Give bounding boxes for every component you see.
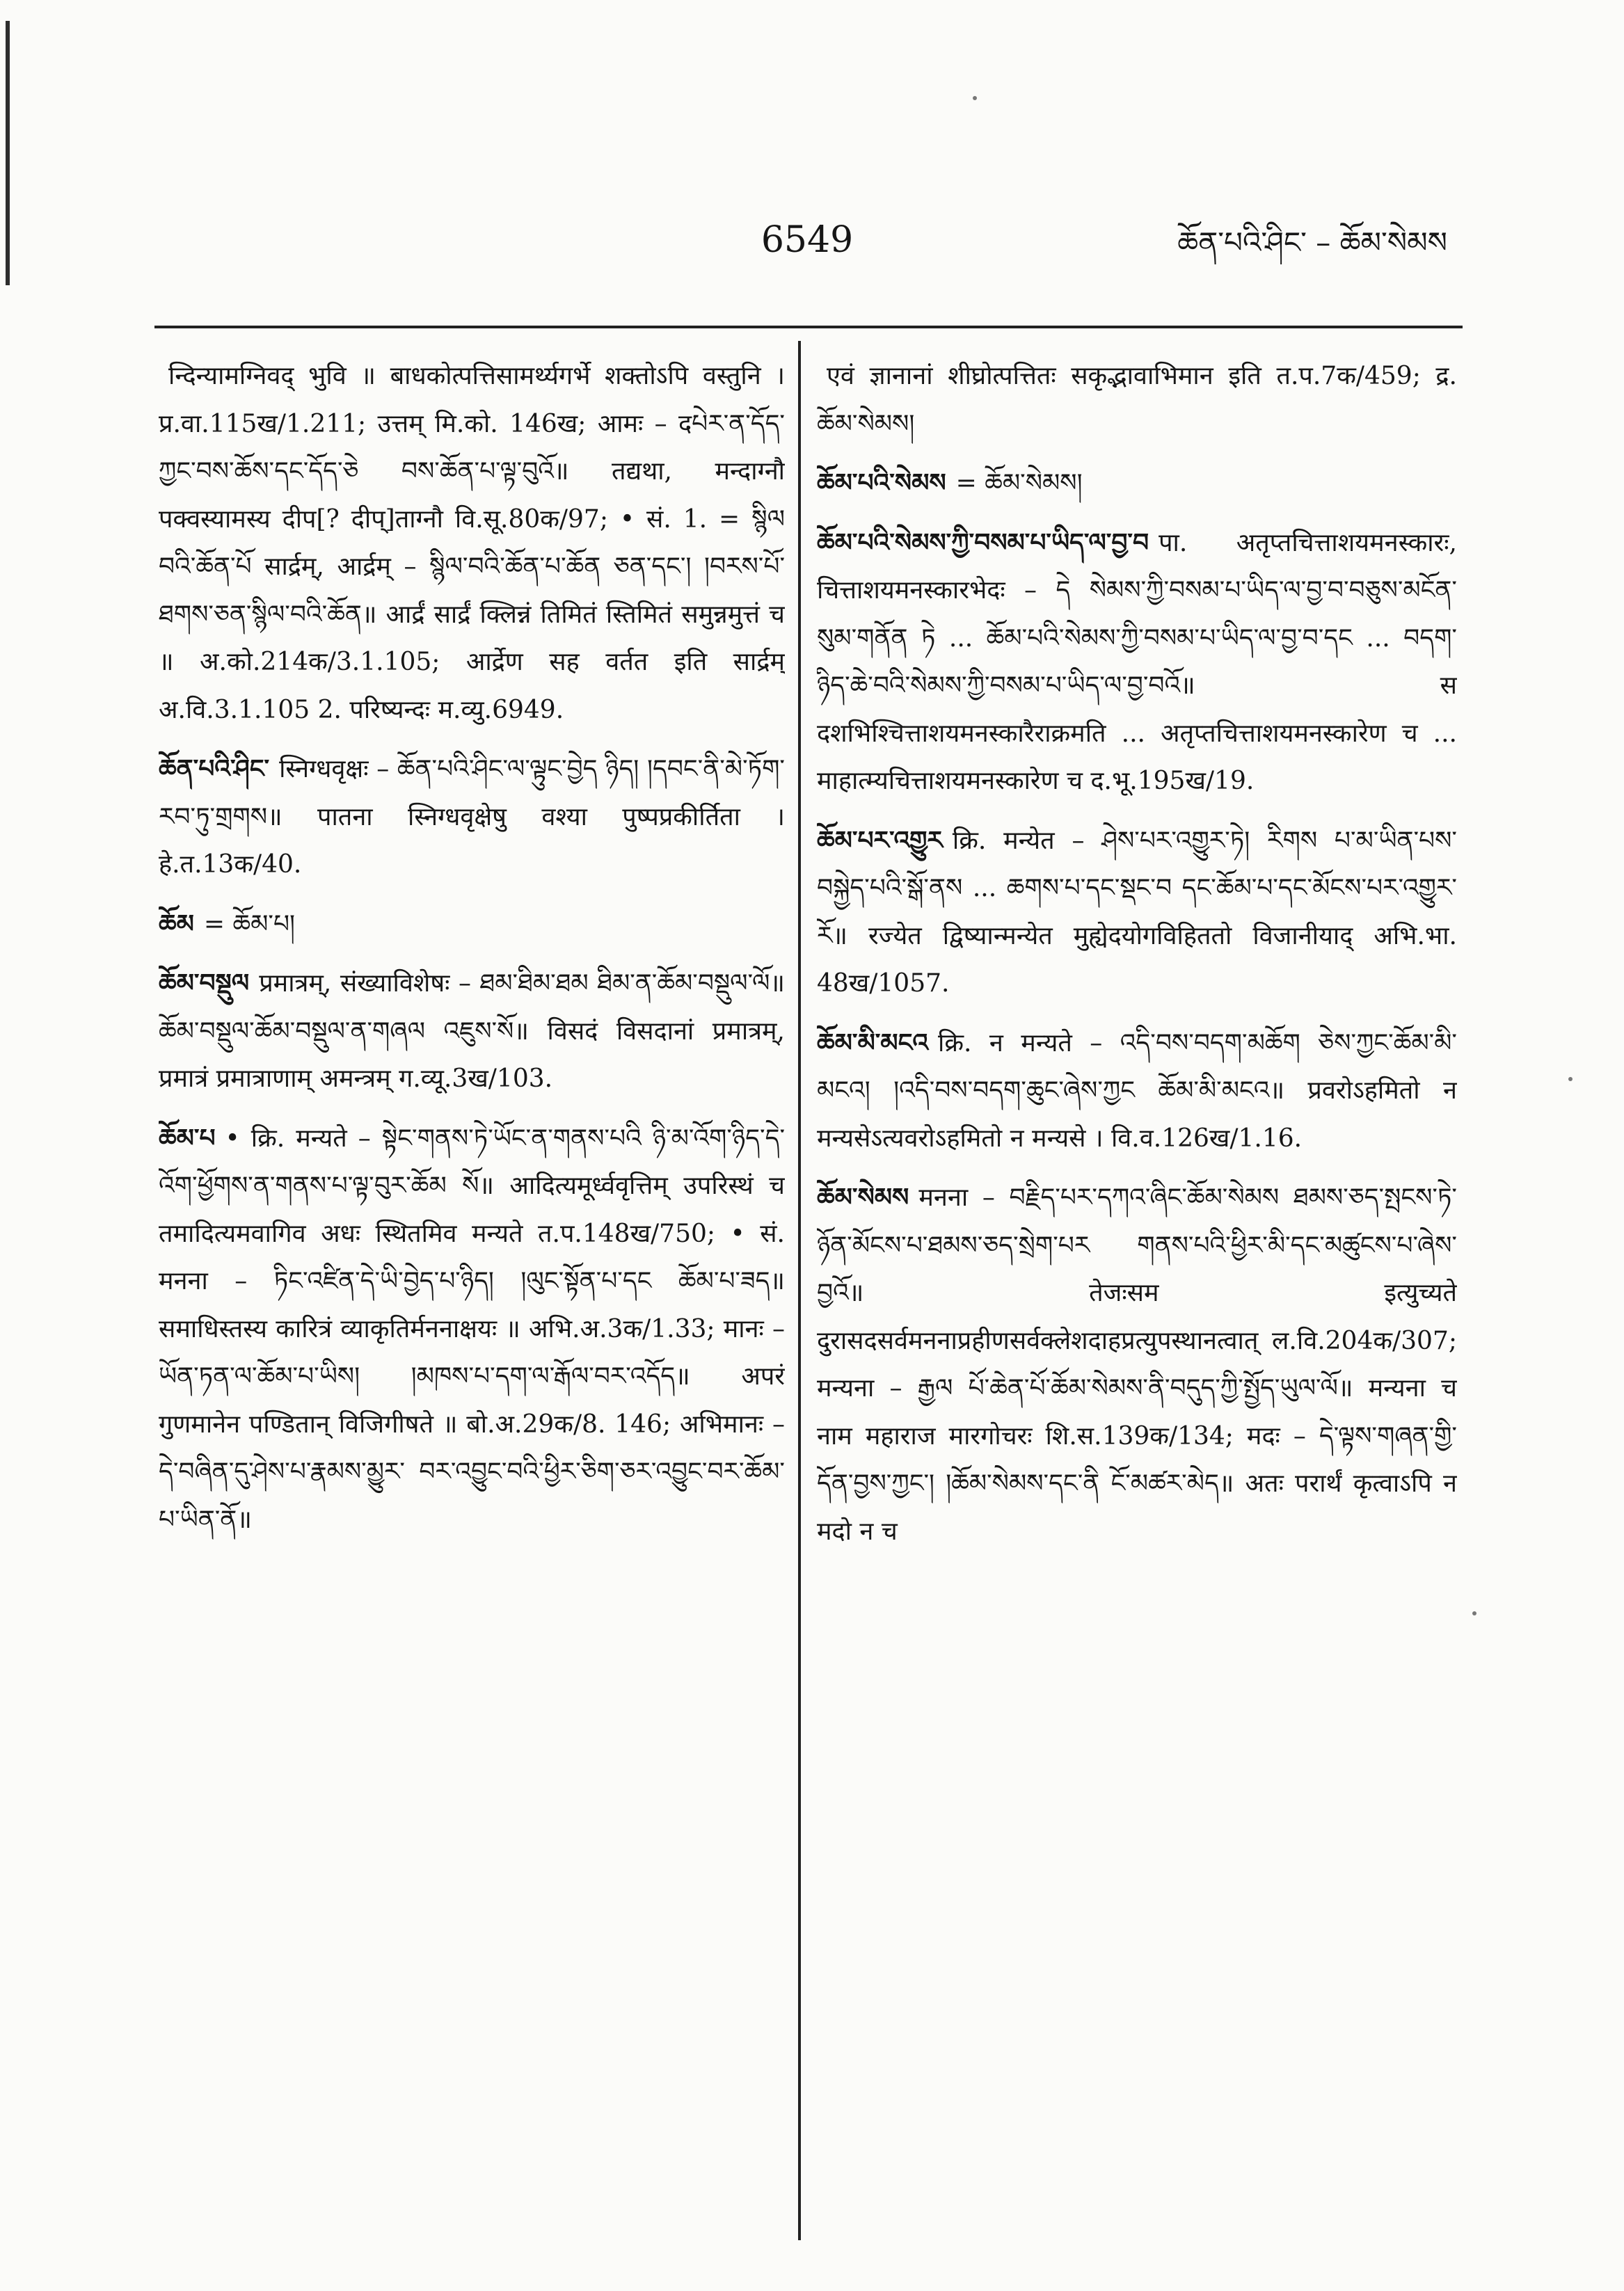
dictionary-entry	[159, 1115, 785, 1544]
entry-text: क्रि. न मन्यते – འདི་བས་བདག་མཆོག ཅེས་ཀྱང་ཆོམ་མི་མངའ། །འདི་བས་བདག་ཆུང་ཞེས་ཀྱང ཆོམ་མི་མངའ॥ प्रवरोऽहमितो न मन्यसेऽत्यवरोऽहमितो न मन्यसे । वि.व.126ख/1.16.	[817, 1028, 1457, 1153]
entry-headword: ཆོམ་པའི་སེམས	[817, 468, 946, 497]
right-column	[817, 352, 1457, 2258]
entry-headword: ཆོམ་པར་འགྱུར	[817, 825, 943, 855]
dictionary-entry	[817, 1174, 1457, 1556]
entry-headword: ཆོན་པའི་ཤིང་	[159, 754, 270, 783]
dictionary-entry	[817, 1019, 1457, 1163]
margin-scan-mark	[6, 21, 10, 285]
dictionary-entry	[817, 459, 1457, 508]
dictionary-entry	[817, 352, 1457, 448]
entry-text: मनना – བརྗིད་པར་དཀའ་ཞིང་ཆོམ་སེམས ཐམས་ཅད་སྤངས་ཏེ་ཉོན་མོངས་པ་ཐམས་ཅད་སྲེག་པར གནས་པའི་ཕྱིར་མི་དང་མཚུངས་པ་ཞེས་བྱའོ॥ तेजःसम इत्युच्यते दुरासदसर्वमननाप्रहीणसर्वक्लेशदाहप्रत्युपस्थानत्वात् ल.वि.204क/307; मन्यना – རྒྱལ པོ་ཆེན་པོ་ཆོམ་སེམས་ནི་བདུད་ཀྱི་སྤྱོད་ཡུལ་ལོ॥ मन्यना च नाम महाराज मारगोचरः शि.स.139क/134; मदः – དེ་ལྟས་གཞན་གྱི་དོན་བྱས་ཀྱང་། །ཆོམ་སེམས་དང་ནི ངོ་མཚར་མེད॥ अतः परार्थं कृत्वाऽपि न मदो न च	[817, 1183, 1457, 1546]
page-number: 6549	[761, 219, 854, 261]
entry-text: • क्रि. मन्यते – སྟེང་གནས་ཏེ་ཡོང་ན་གནས་པའི ཉི་མ་འོག་ཉིད་དེ་འོག་ཕྱོགས་ན་གནས་པ་ལྟ་བུར་ཆོམ སོ॥ आदित्यमूर्ध्ववृत्तिम् उपरिस्थं च तमादित्यमवागिव अधः स्थितमिव मन्यते त.प.148ख/750; • सं. मनना – ཏིང་འཛིན་དེ་ཡི་བྱེད་པ་ཉིད། །ལུང་སྟོན་པ་དང ཆོམ་པ་ཟད॥ समाधिस्तस्य कारित्रं व्याकृतिर्मननाक्षयः ॥ अभि.अ.3क/1.33; मानः – ཡོན་ཏན་ལ་ཆོམ་པ་ཡིས། །མཁས་པ་དག་ལ་རྒོལ་བར་འདོད॥ अपरं गुणमानेन पण्डितान् विजिगीषते ॥ बो.अ.29क/8. 146; अभिमानः – དེ་བཞིན་དུ་ཤེས་པ་རྣམས་མྱུར་ བར་འབྱུང་བའི་ཕྱིར་ཅིག་ཅར་འབྱུང་བར་ཆོམ་པ་ཡིན་ནོ॥	[159, 1124, 785, 1534]
entry-text: = ཆོམ་སེམས།	[955, 469, 1083, 497]
dictionary-entry	[159, 352, 785, 734]
entry-headword: ཆོམ	[159, 909, 194, 939]
top-rule	[154, 326, 1463, 328]
dictionary-entry	[159, 959, 785, 1103]
entry-headword: ཆོམ་པ	[159, 1123, 216, 1153]
entry-text: पा. अतृप्तचित्ताशयमनस्कारः, चित्ताशयमनस्कारभेदः – དེ སེམས་ཀྱི་བསམ་པ་ཡིད་ལ་བྱ་བ་བཅུས་མངོན་སུམ་གནོན ཏེ ... ཆོམ་པའི་སེམས་ཀྱི་བསམ་པ་ཡིད་ལ་བྱ་བ་དང ... བདག་ཉིད་ཆེ་བའི་སེམས་ཀྱི་བསམ་པ་ཡིད་ལ་བྱ་བའོ॥ स दशभिश्चित्ताशयमनस्कारैराक्रमति ... अतृप्तचित्ताशयमनस्कारेण च ... माहात्म्यचित्ताशयमनस्कारेण च द.भू.195ख/19.	[817, 528, 1457, 795]
entry-text: = ཆོམ་པ།	[203, 909, 296, 939]
entry-headword: ཆོམ་པའི་སེམས་ཀྱི་བསམ་པ་ཡིད་ལ་བྱ་བ	[817, 527, 1149, 557]
column-divider	[798, 341, 801, 2240]
entry-headword: ཆོམ་བསྡུལ	[159, 968, 250, 998]
entry-text: क्रि. मन्येत – ཤེས་པར་འགྱུར་ཏེ། རིགས པ་མ་ཡིན་པས་བསྐྱེད་པའི་སྒོ་ནས ... ཆགས་པ་དང་སྡང་བ དང་ཆོམ་པ་དང་མོངས་པར་འགྱུར་རོ॥ रज्येत द्विष्यान्मन्येत मुह्येदयोगविहिततो विजानीयाद् अभि.भा. 48ख/1057.	[817, 826, 1457, 998]
scan-speck	[1472, 1611, 1476, 1615]
entry-text: प्रमात्रम्, संख्याविशेषः – ཐམ་ཐིམ་ཐམ ཐིམ་ན་ཆོམ་བསྡུལ་ལོ॥ ཆོམ་བསྡུལ་ཆོམ་བསྡུལ་ན་གཞལ འཇུས་སོ॥ विसदं विसदानां प्रमात्रम्, प्रमात्रं प्रमात्राणाम् अमन्त्रम् ग.व्यू.3ख/103.	[159, 969, 785, 1093]
dictionary-entry	[817, 817, 1457, 1008]
dictionary-entry	[159, 745, 785, 889]
left-column	[159, 352, 785, 2258]
scan-speck	[1568, 1077, 1573, 1081]
entry-headword: ཆོམ་མི་མངའ	[817, 1028, 929, 1057]
entry-text: न्दिन्यामग्निवद् भुवि ॥ बाधकोत्पत्तिसामर्थ्यगर्भे शक्तोऽपि वस्तुनि । प्र.वा.115ख/1.211; उत्तम् मि.को. 146ख; आमः – दཔེར་ན་དོད་ཀྱང་བས་ཆོས་དང་དོད་ཅེ བས་ཆོན་པ་ལྟ་བུའོ॥ तद्यथा, मन्दाग्नौ पक्वस्यामस्य दीप[? दीप्]ताग्नौ वि.सू.80क/97; • सं. 1. = སྙིལ བའི་ཆོན་པོ सार्द्रम्, आर्द्रम् – སྙིལ་བའི་ཆོན་པ་ཆོན ཅན་དང་། །བརས་པོ་ཐགས་ཅན་སྙིལ་བའི་ཆོན॥ आर्द्रं सार्द्रं क्लिन्नं तिमितं स्तिमितं समुन्नमुत्तं च ॥ अ.को.214क/3.1.105; आर्द्रेण सह वर्तत इति सार्द्रम् अ.वि.3.1.105 2. परिष्यन्दः म.व्यु.6949.	[159, 362, 785, 724]
scan-speck	[973, 96, 977, 100]
dictionary-entry	[159, 900, 785, 949]
dictionary-entry	[817, 519, 1457, 806]
entry-text: एवं ज्ञानानां शीघ्रोत्पत्तितः सकृद्भावाभिमान इति त.प.7क/459; द्र. ཆོམ་སེམས།	[817, 362, 1457, 438]
header-guide-words: ཆོན་པའི་ཤིང་ – ཆོམ་སེམས	[1177, 225, 1447, 260]
entry-text: स्निग्धवृक्षः – ཆོན་པའི་ཤིང་ལ་ལྟུང་བྱེད ཉིད། །དབང་ནི་མེ་ཏོག་རབ་ཏུ་གྲགས॥ पातना स्निग्धवृक्षेषु वश्या पुष्पप्रकीर्तिता । हे.त.13क/40.	[159, 755, 785, 879]
entry-headword: ཆོམ་སེམས	[817, 1183, 909, 1212]
